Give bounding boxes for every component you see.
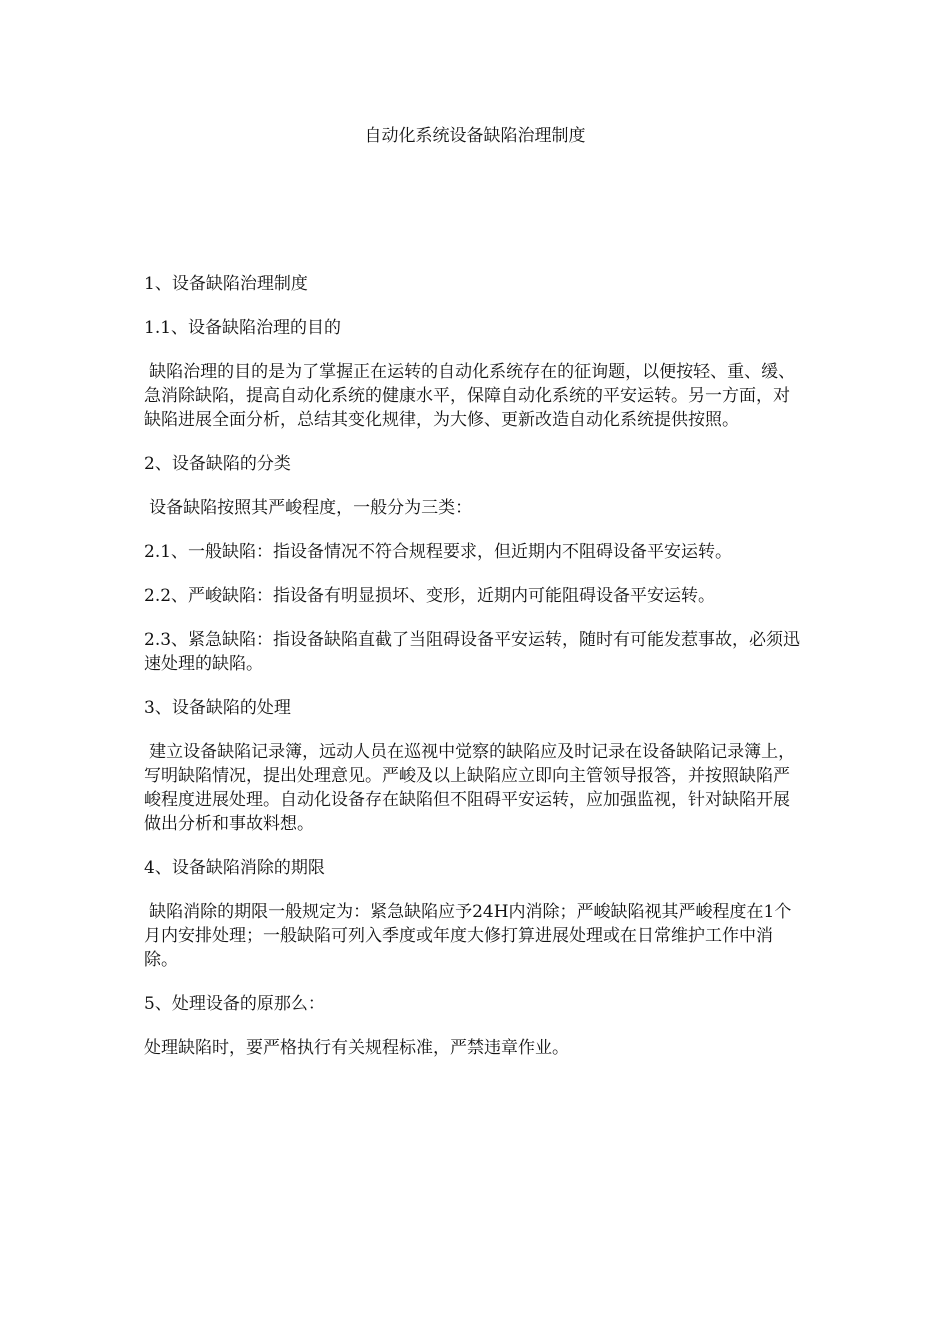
paragraph-general-defect: 2.1、一般缺陷：指设备情况不符合规程要求，但近期内不阻碍设备平安运转。 <box>144 542 733 562</box>
section-heading-1: 1、设备缺陷治理制度 <box>144 274 308 294</box>
paragraph-purpose: 缺陷治理的目的是为了掌握正在运转的自动化系统存在的征询题，以便按轻、重、缓、急消除缺陷，提高自动化系统的健康水平，保障自动化系统的平安运转。另一方面，对缺陷进展全面分析，总结其变化规律，为大修、更新改造自动化系统提供按照。 <box>144 362 796 430</box>
paragraph-serious-defect: 2.2、严峻缺陷：指设备有明显损坏、变形，近期内可能阻碍设备平安运转。 <box>144 586 716 606</box>
paragraph-classification-intro: 设备缺陷按照其严峻程度，一般分为三类： <box>149 498 473 518</box>
section-heading-2: 2、设备缺陷的分类 <box>144 454 291 474</box>
document-body <box>144 272 806 1080</box>
paragraph-urgent-defect: 2.3、紧急缺陷：指设备缺陷直截了当阻碍设备平安运转，随时有可能发惹事故，必须迅速处理的缺陷。 <box>144 630 801 674</box>
paragraph-deadline: 缺陷消除的期限一般规定为：紧急缺陷应予24H内消除；严峻缺陷视其严峻程度在1个月内安排处理；一般缺陷可列入季度或年度大修打算进展处理或在日常维护工作中消除。 <box>144 902 792 970</box>
section-heading-4: 4、设备缺陷消除的期限 <box>144 858 325 878</box>
paragraph-handling: 建立设备缺陷记录簿，远动人员在巡视中觉察的缺陷应及时记录在设备缺陷记录簿上，写明缺陷情况，提出处理意见。严峻及以上缺陷应立即向主管领导报答，并按照缺陷严峻程度进展处理。自动化设备存在缺陷但不阻碍平安运转，应加强监视，针对缺陷开展做出分析和事故料想。 <box>144 742 796 834</box>
section-heading-5: 5、处理设备的原那么： <box>144 994 325 1014</box>
subsection-heading-1-1: 1.1、设备缺陷治理的目的 <box>144 318 342 338</box>
section-heading-3: 3、设备缺陷的处理 <box>144 698 291 718</box>
document-title: 自动化系统设备缺陷治理制度 <box>364 126 586 146</box>
paragraph-principle: 处理缺陷时，要严格执行有关规程标准，严禁违章作业。 <box>144 1038 569 1058</box>
